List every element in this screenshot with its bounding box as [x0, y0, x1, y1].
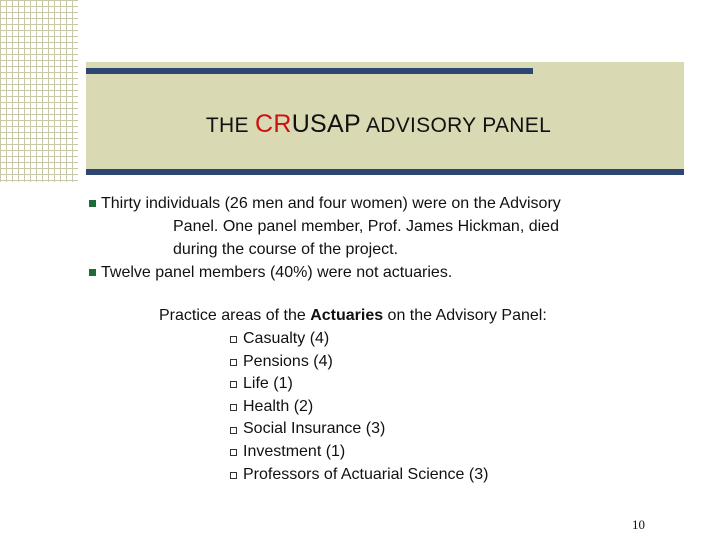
square-bullet-icon [89, 269, 96, 276]
slide-title [86, 110, 671, 139]
list-item: Life (1) [230, 373, 488, 396]
list-item: Health (2) [230, 396, 488, 419]
hollow-square-bullet-icon [230, 404, 237, 411]
hollow-square-bullet-icon [230, 336, 237, 343]
list-item: Casualty (4) [230, 328, 488, 351]
practice-areas-intro: Practice areas of the Actuaries on the Advisory Panel: [159, 307, 547, 324]
hollow-square-bullet-icon [230, 427, 237, 434]
decorative-grid [0, 0, 78, 182]
bullet-line: Thirty individuals (26 men and four women) were on the Advisory [101, 195, 561, 212]
list-item: Social Insurance (3) [230, 418, 488, 441]
title-suffix: ADVISORY PANEL [360, 114, 552, 137]
bullet-list [89, 192, 689, 284]
bullet-item [89, 261, 689, 284]
bullet-item [89, 192, 689, 261]
hollow-square-bullet-icon [230, 381, 237, 388]
list-item: Professors of Actuarial Science (3) [230, 464, 488, 487]
title-acronym-rest: USAP [291, 110, 361, 138]
title-band-top-rule [86, 68, 533, 74]
list-item: Investment (1) [230, 441, 488, 464]
bullet-line: during the course of the project. [173, 241, 399, 258]
title-band-bottom-rule [86, 169, 684, 175]
practice-areas-list [230, 328, 488, 486]
hollow-square-bullet-icon [230, 449, 237, 456]
hollow-square-bullet-icon [230, 359, 237, 366]
bullet-line: Panel. One panel member, Prof. James Hickman, died [173, 218, 559, 235]
actuaries-emphasis: Actuaries [310, 307, 384, 324]
title-accent: CR [254, 110, 292, 138]
page-number: 10 [632, 517, 645, 532]
bullet-line: Twelve panel members (40%) were not actuaries. [101, 264, 453, 281]
square-bullet-icon [89, 200, 96, 207]
hollow-square-bullet-icon [230, 472, 237, 479]
title-prefix: THE [205, 114, 255, 137]
list-item: Pensions (4) [230, 351, 488, 374]
